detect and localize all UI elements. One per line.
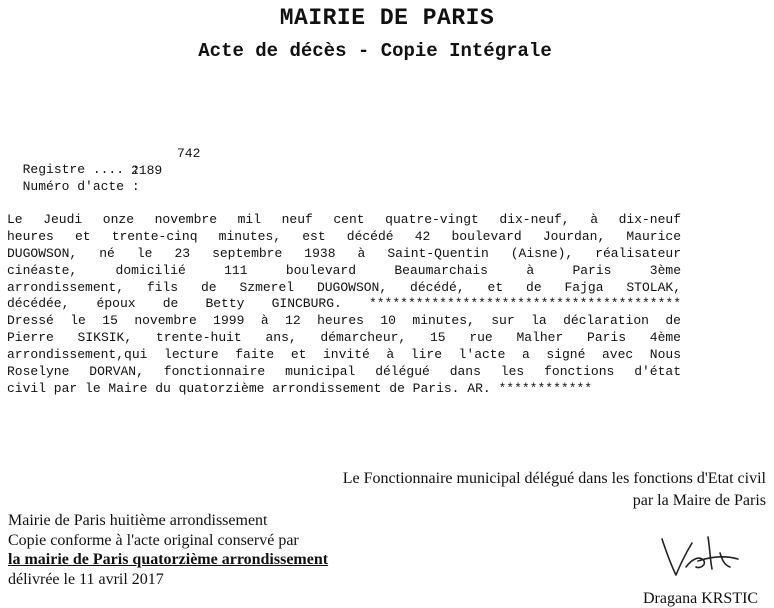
act-body-text <box>7 212 681 398</box>
act-line: civil par le Maire du quatorzième arrondissement de Paris. AR. ************ <box>7 380 593 396</box>
registre-value: 742 <box>177 146 201 161</box>
document-subtitle: Acte de décès - Copie Intégrale <box>198 40 552 62</box>
act-line: DUGOWSON, né le 23 septembre 1938 à Saint-Quentin (Aisne), réalisateur <box>7 245 681 261</box>
officer-title-line1: Le Fonctionnaire municipal délégué dans les fonctions d'Etat civil <box>342 470 766 487</box>
signature-mark <box>650 525 745 585</box>
act-line: arrondissement,qui lecture faite et invité à lire l'acte a signé avec Nous <box>7 347 681 363</box>
act-line: Pierre SIKSIK, trente-huit ans, démarcheur, 15 rue Malher Paris 4ème <box>7 330 681 346</box>
issuer-block <box>8 511 428 589</box>
numero-acte-line <box>7 163 163 211</box>
issuer-line3: la mairie de Paris quatorzième arrondissement <box>8 551 329 568</box>
issuer-line1: Mairie de Paris huitième arrondissement <box>8 512 268 529</box>
signer-name: Dragana KRSTIC <box>643 590 759 607</box>
officer-title-line2: par la Maire de Paris <box>632 492 766 509</box>
issuer-line4: délivrée le 11 avril 2017 <box>8 570 164 588</box>
numero-acte-label: Numéro d'acte : <box>22 179 140 194</box>
registre-label: Registre .... : <box>22 162 140 177</box>
act-line: arrondissement, fils de Szmerel DUGOWSON, décédé, et de Fajga STOLAK, <box>7 279 681 295</box>
officer-block <box>206 468 766 512</box>
numero-acte-value: 2189 <box>131 163 163 178</box>
issuer-line2: Copie conforme à l'acte original conservé par <box>8 531 299 549</box>
act-line: Le Jeudi onze novembre mil neuf cent quatre-vingt dix-neuf, à dix-neuf <box>7 212 681 227</box>
act-line: heures et trente-cinq minutes, est décédé 42 boulevard Jourdan, Maurice <box>7 228 681 244</box>
act-line: cinéaste, domicilié 111 boulevard Beaumarchais à Paris 3ème <box>7 262 681 278</box>
document-title: MAIRIE DE PARIS <box>279 5 495 31</box>
act-line: décédée, époux de Betty GINCBURG. **************************************** <box>7 296 681 312</box>
act-line: Dressé le 15 novembre 1999 à 12 heures 10 minutes, sur la déclaration de <box>7 313 681 329</box>
act-line: Roselyne DORVAN, fonctionnaire municipal délégué dans les fonctions d'état <box>7 364 681 380</box>
